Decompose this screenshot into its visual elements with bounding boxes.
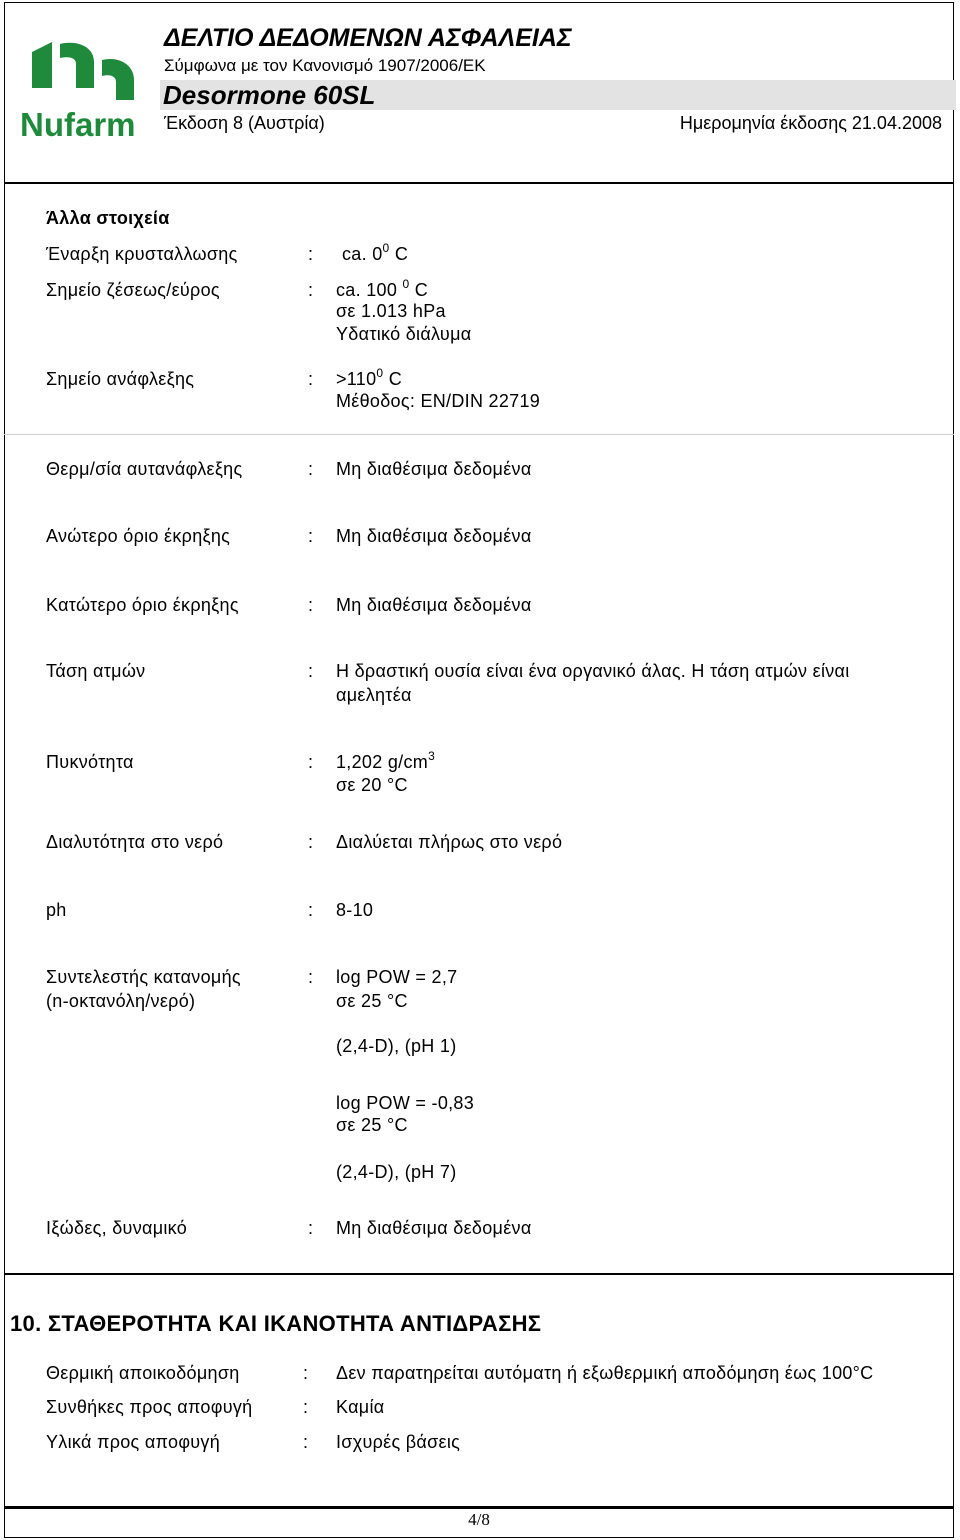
flash-value: $>110^0$ C bbox=[336, 366, 403, 389]
section-divider bbox=[4, 1273, 954, 1275]
materials-to-avoid-value: Ισχυρές βάσεις bbox=[336, 1432, 461, 1452]
autoignition-value: Μη διαθέσιμα δεδομένα bbox=[336, 459, 532, 479]
ph-value: 8-10 bbox=[336, 900, 374, 920]
partition-condition-2: (2,4-D), (pH 7) bbox=[336, 1162, 457, 1182]
partition-label-cont: (n-οκτανόλη/νερό) bbox=[46, 991, 196, 1011]
vapour-pressure-label: Τάση ατμών bbox=[46, 661, 146, 681]
lower-explosion-value: Μη διαθέσιμα δεδομένα bbox=[336, 595, 532, 615]
boiling-pressure: σε 1.013 hPa bbox=[336, 301, 446, 321]
water-solubility-value: Διαλύεται πλήρως στο νερό bbox=[336, 832, 563, 852]
separator: : bbox=[308, 595, 314, 615]
flash-method: Μέθοδος: EN/DIN 22719 bbox=[336, 391, 541, 411]
vapour-pressure-value: Η δραστική ουσία είναι ένα οργανικό άλας. Η τάση ατμών είναι bbox=[336, 661, 850, 681]
density-value: 1,202 $g/cm^3$ bbox=[336, 749, 436, 772]
nufarm-logo bbox=[18, 38, 148, 142]
conditions-to-avoid-value: Καμία bbox=[336, 1397, 385, 1417]
separator: : bbox=[303, 1363, 309, 1383]
autoignition-label: Θερμ/σία αυτανάφλεξης bbox=[46, 459, 243, 479]
partition-value-2: log POW = -0,83 bbox=[336, 1093, 475, 1113]
version-label: Έκδοση 8 (Αυστρία) bbox=[164, 113, 325, 133]
lower-explosion-label: Κατώτερο όριο έκρηξης bbox=[46, 595, 239, 615]
partition-value-1: log POW = 2,7 bbox=[336, 967, 458, 987]
faint-divider bbox=[4, 434, 954, 435]
separator: : bbox=[308, 967, 314, 987]
boiling-label: Σημείο ζέσεως/εύρος bbox=[46, 280, 220, 300]
crystallization-label: Έναρξη κρυσταλλωσης bbox=[46, 244, 238, 264]
vapour-pressure-value-cont: αμελητέα bbox=[336, 685, 412, 705]
separator: : bbox=[303, 1397, 309, 1417]
upper-explosion-value: Μη διαθέσιμα δεδομένα bbox=[336, 526, 532, 546]
separator: : bbox=[308, 752, 314, 772]
ph-label: ph bbox=[46, 900, 67, 920]
conditions-to-avoid-label: Συνθήκες προς αποφυγή bbox=[46, 1397, 253, 1417]
separator: : bbox=[303, 1432, 309, 1452]
partition-condition-1: (2,4-D), (pH 1) bbox=[336, 1036, 457, 1056]
thermal-decomposition-label: Θερμική αποικοδόμηση bbox=[46, 1363, 240, 1383]
footer-divider bbox=[4, 1506, 954, 1509]
crystallization-value: ca. $0^0$ C bbox=[342, 241, 409, 264]
flash-label: Σημείο ανάφλεξης bbox=[46, 369, 195, 389]
boiling-medium: Υδατικό διάλυμα bbox=[336, 324, 472, 344]
separator: : bbox=[308, 244, 314, 264]
document-title: ΔΕΛΤΙΟ ΔΕΔΟΜΕΝΩΝ ΑΣΦΑΛΕΙΑΣ bbox=[164, 24, 572, 52]
boiling-value: ca. 100 $^0$ C bbox=[336, 277, 429, 300]
other-data-heading: Άλλα στοιχεία bbox=[46, 208, 170, 228]
viscosity-value: Μη διαθέσιμα δεδομένα bbox=[336, 1218, 532, 1238]
water-solubility-label: Διαλυτότητα στο νερό bbox=[46, 832, 224, 852]
materials-to-avoid-label: Υλικά προς αποφυγή bbox=[46, 1432, 221, 1452]
separator: : bbox=[308, 280, 314, 300]
density-label: Πυκνότητα bbox=[46, 752, 134, 772]
separator: : bbox=[308, 900, 314, 920]
header-divider bbox=[4, 182, 954, 184]
page-number: 4/8 bbox=[468, 1510, 490, 1529]
separator: : bbox=[308, 526, 314, 546]
page-frame bbox=[4, 2, 954, 1538]
partition-label: Συντελεστής κατανομής bbox=[46, 967, 241, 987]
thermal-decomposition-value: Δεν παρατηρείται αυτόματη ή εξωθερμική αποδόμηση έως 100°C bbox=[336, 1363, 874, 1383]
issue-date: Ημερομηνία έκδοσης 21.04.2008 bbox=[679, 113, 942, 133]
separator: : bbox=[308, 832, 314, 852]
logo-text: Nufarm bbox=[20, 106, 136, 142]
product-band bbox=[160, 80, 956, 110]
section-10-heading: 10. ΣΤΑΘΕΡΟΤΗΤΑ ΚΑΙ ΙΚΑΝΟΤΗΤΑ ΑΝΤΙΔΡΑΣΗΣ bbox=[10, 1311, 542, 1336]
density-temperature: σε 20 °C bbox=[336, 775, 408, 795]
separator: : bbox=[308, 369, 314, 389]
regulation-note: Σύμφωνα με τον Κανονισμό 1907/2006/ΕΚ bbox=[164, 56, 486, 75]
viscosity-label: Ιξώδες, δυναμικό bbox=[46, 1218, 188, 1238]
nufarm-logo-mark bbox=[18, 38, 148, 142]
partition-temp-1: σε 25 °C bbox=[336, 991, 408, 1011]
separator: : bbox=[308, 661, 314, 681]
product-name: Desormone 60SL bbox=[163, 80, 376, 110]
partition-temp-2: σε 25 °C bbox=[336, 1115, 408, 1135]
separator: : bbox=[308, 459, 314, 479]
separator: : bbox=[308, 1218, 314, 1238]
upper-explosion-label: Ανώτερο όριο έκρηξης bbox=[46, 526, 231, 546]
